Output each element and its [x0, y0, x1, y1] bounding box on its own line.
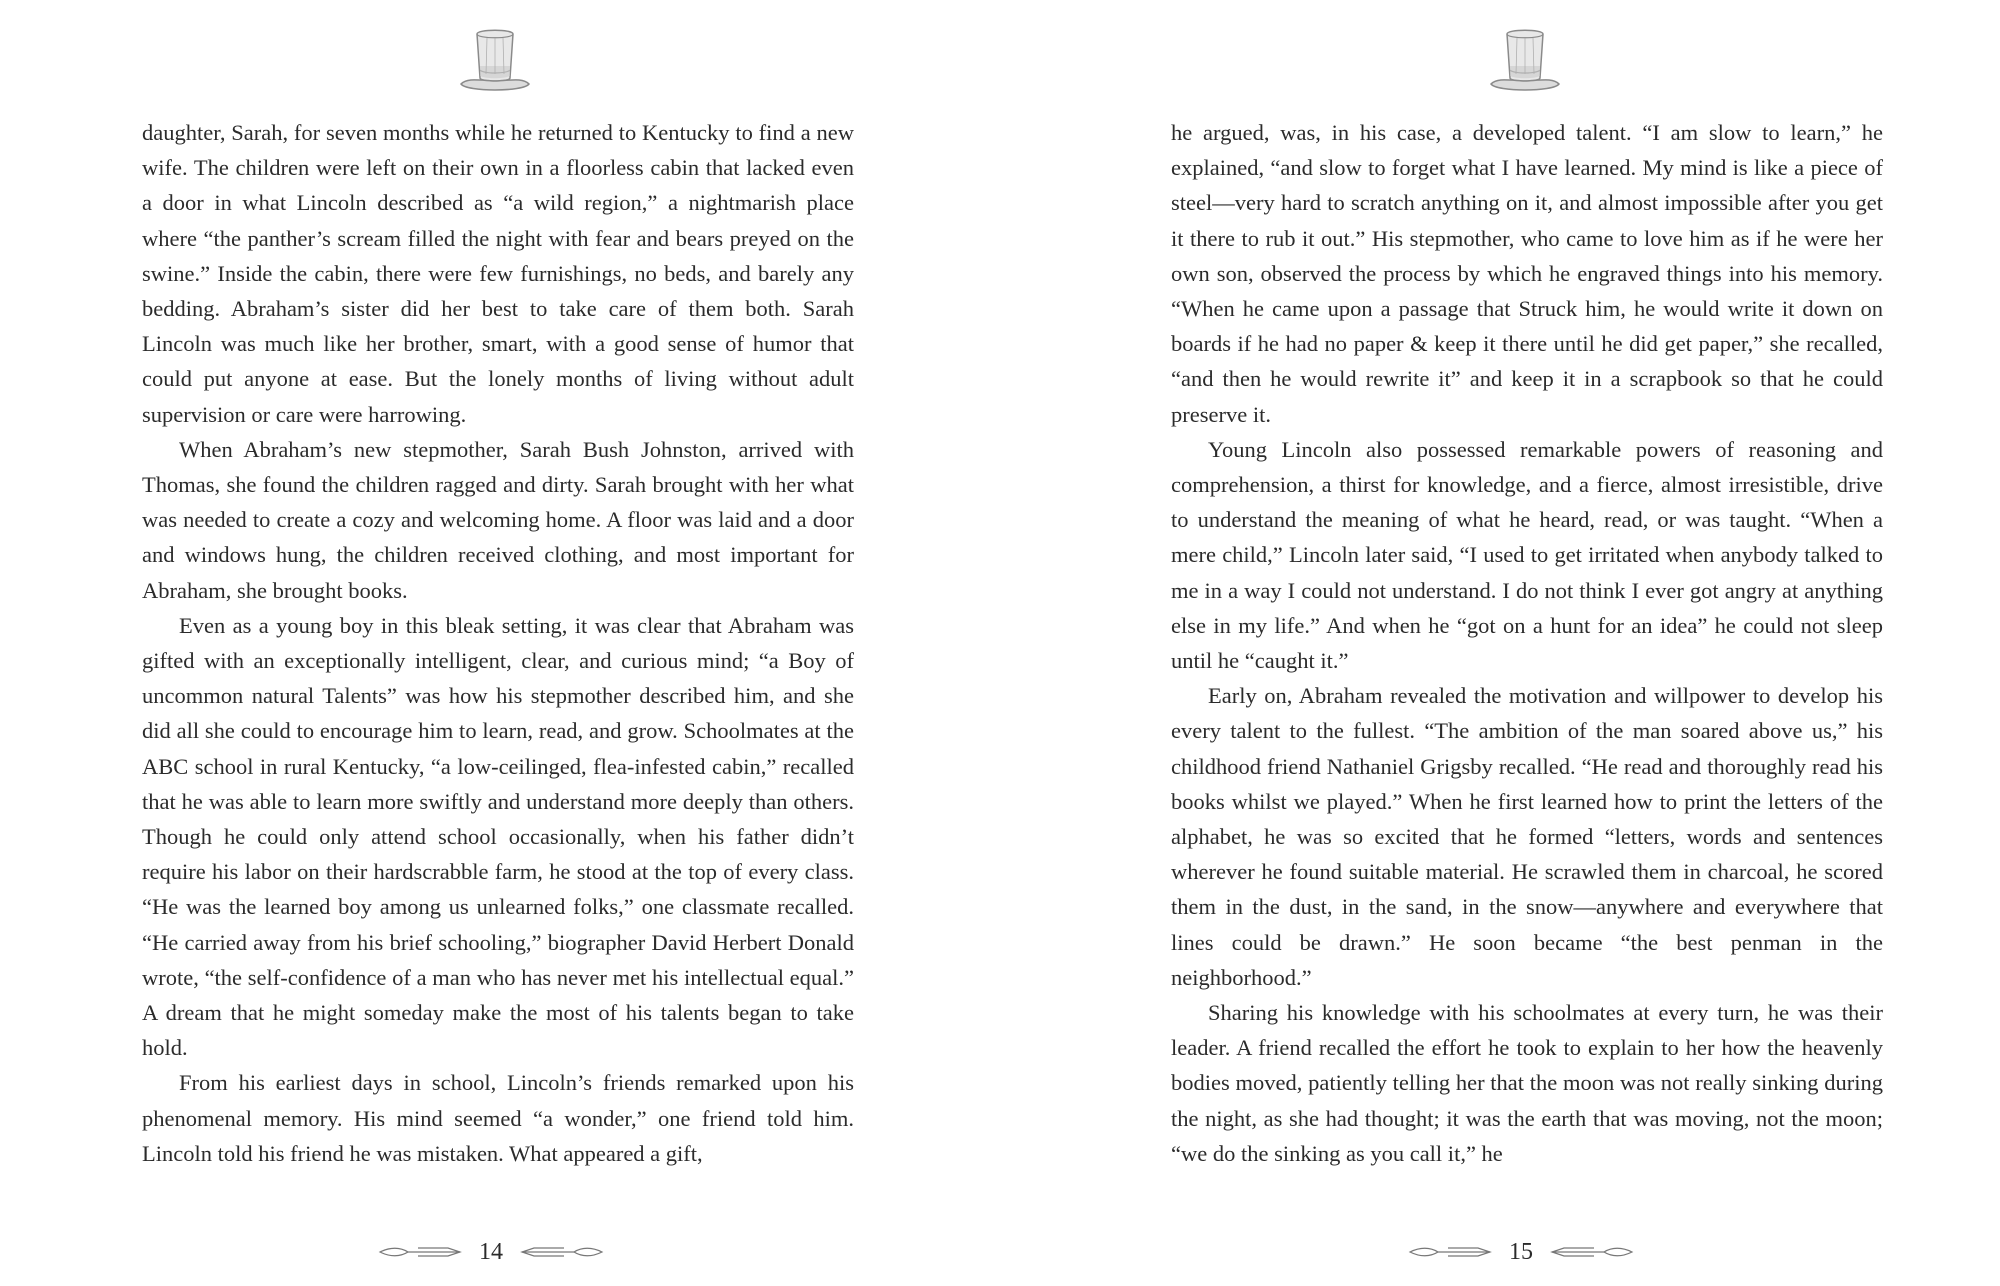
page-number: 15	[1509, 1238, 1533, 1265]
paragraph: Early on, Abraham revealed the motivation and willpower to develop his every talent to the fullest. “The ambition of the man soared above us,” his childhood friend Nathaniel Grigsby recalled. “He read and thoroughly read his books whilst we played.” When he first learned how to print the letters of the alphabet, he was so excited that he formed “letters, words and sentences wherever he found suitable material. He scrawled them in charcoal, he scored them in the dust, in the sand, in the snow—anywhere and everywhere that lines could be drawn.” He soon became “the best penman in the neighborhood.”	[1171, 683, 1883, 990]
body-text	[142, 115, 854, 1171]
flourish-right-icon	[520, 1244, 604, 1260]
flourish-left-icon	[1408, 1244, 1492, 1260]
top-hat-icon	[1487, 26, 1563, 96]
flourish-right-icon	[1550, 1244, 1634, 1260]
page-footer	[366, 1232, 616, 1272]
paragraph: When Abraham’s new stepmother, Sarah Bush Johnston, arrived with Thomas, she found the children ragged and dirty. Sarah brought with her what was needed to create a cozy and welcoming home. A floor was laid and a door and windows hung, the children received clothing, and most important for Abraham, she brought books.	[142, 436, 854, 603]
paragraph: From his earliest days in school, Lincoln’s friends remarked upon his phenomenal memory. His mind seemed “a wonder,” one friend told him. Lincoln told his friend he was mistaken. What appeared a gift,	[142, 1070, 854, 1166]
right-page	[1000, 0, 2000, 1286]
paragraph: Even as a young boy in this bleak setting, it was clear that Abraham was gifted with an exceptionally intelligent, clear, and curious mind; “a Boy of uncommon natural Talents” was how his stepmother described him, and she did all she could to encourage him to learn, read, and grow. Schoolmates at the ABC school in rural Kentucky, “a low-ceilinged, flea-infested cabin,” recalled that he was able to learn more swiftly and understand more deeply than others. Though he could only attend school occasionally, when his father didn’t require his labor on their hardscrabble farm, he stood at the top of every class. “He was the learned boy among us unlearned folks,” one classmate recalled. “He carried away from his brief schooling,” biographer David Herbert Donald wrote, “the self-confidence of a man who has never met his intellectual equal.” A dream that he might someday make the most of his talents began to take hold.	[142, 612, 854, 1061]
top-hat-icon	[457, 26, 533, 96]
paragraph: he argued, was, in his case, a developed talent. “I am slow to learn,” he explained, “and slow to forget what I have learned. My mind is like a piece of steel—very hard to scratch anything on it, and almost impossible after you get it there to rub it out.” His stepmother, who came to love him as if he were her own son, observed the process by which he engraved things into his memory. “When he came upon a passage that Struck him, he would write it down on boards if he had no paper & keep it there until he did get paper,” she recalled, “and then he would rewrite it” and keep it in a scrapbook so that he could preserve it.	[1171, 120, 1883, 427]
page-number: 14	[479, 1238, 503, 1265]
paragraph: Sharing his knowledge with his schoolmates at every turn, he was their leader. A friend recalled the effort he took to explain to her how the heavenly bodies moved, patiently telling her that the moon was not really sinking during the night, as she had thought; it was the earth that was moving, not the moon; “we do the sinking as you call it,” he	[1171, 1000, 1883, 1166]
body-text	[1171, 115, 1883, 1171]
page-footer	[1396, 1232, 1646, 1272]
paragraph: Young Lincoln also possessed remarkable powers of reasoning and comprehension, a thirst for knowledge, and a fierce, almost irresistible, drive to understand the meaning of what he heard, read, or was taught. “When a mere child,” Lincoln later said, “I used to get irritated when anybody talked to me in a way I could not understand. I do not think I ever got angry at anything else in my life.” And when he “got on a hunt for an idea” he could not sleep until he “caught it.”	[1171, 436, 1883, 674]
paragraph: daughter, Sarah, for seven months while he returned to Kentucky to find a new wife. The children were left on their own in a floorless cabin that lacked even a door in what Lincoln described as “a wild region,” a nightmarish place where “the panther’s scream filled the night with fear and bears preyed on the swine.” Inside the cabin, there were few furnishings, no beds, and barely any bedding. Abraham’s sister did her best to take care of them both. Sarah Lincoln was much like her brother, smart, with a good sense of humor that could put anyone at ease. But the lonely months of living without adult supervision or care were harrowing.	[142, 120, 854, 427]
flourish-left-icon	[378, 1244, 462, 1260]
